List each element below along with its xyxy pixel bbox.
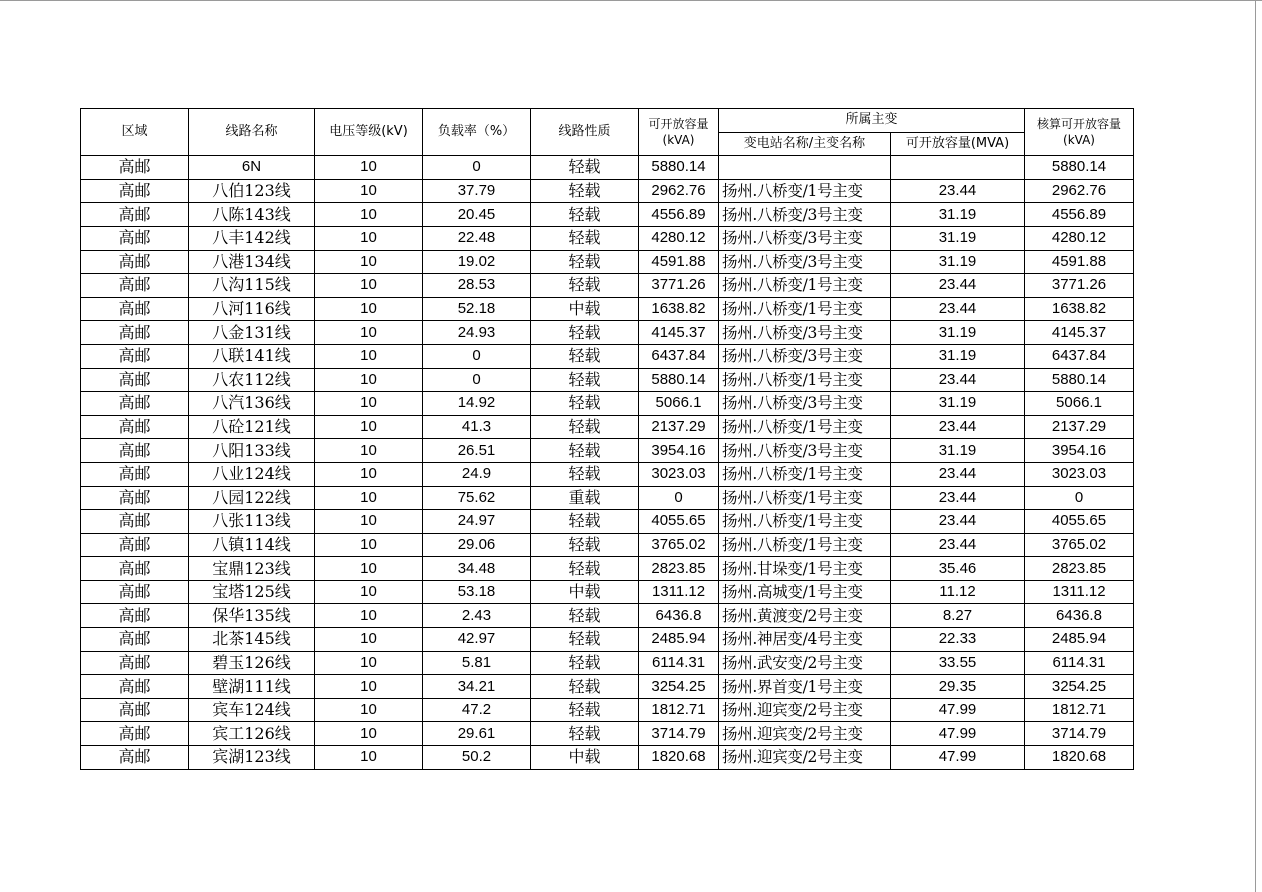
header-voltage: 电压等级(kV) [315,109,423,156]
cell-transformer-capacity: 35.46 [891,557,1025,581]
cell-calc-capacity: 1311.12 [1025,580,1134,604]
cell-region: 高邮 [81,604,189,628]
cell-substation: 扬州.八桥变/1号主变 [719,368,891,392]
cell-calc-capacity: 4055.65 [1025,510,1134,534]
cell-voltage: 10 [315,557,423,581]
cell-load-rate: 53.18 [423,580,531,604]
cell-calc-capacity: 5880.14 [1025,368,1134,392]
cell-region: 高邮 [81,486,189,510]
header-line-name: 线路名称 [189,109,315,156]
cell-line-name: 宝塔125线 [189,580,315,604]
cell-line-name: 北茶145线 [189,628,315,652]
cell-load-rate: 42.97 [423,628,531,652]
cell-voltage: 10 [315,321,423,345]
table-row [81,203,1134,227]
cell-voltage: 10 [315,675,423,699]
table-row [81,510,1134,534]
cell-calc-capacity: 3771.26 [1025,274,1134,298]
cell-load-rate: 0 [423,368,531,392]
cell-line-type: 轻载 [531,533,639,557]
cell-line-type: 重载 [531,486,639,510]
cell-calc-capacity: 1820.68 [1025,746,1134,770]
table-row [81,274,1134,298]
cell-voltage: 10 [315,156,423,180]
cell-voltage: 10 [315,604,423,628]
cell-line-type: 轻载 [531,510,639,534]
cell-transformer-capacity: 23.44 [891,486,1025,510]
cell-line-name: 宾工126线 [189,722,315,746]
cell-load-rate: 29.06 [423,533,531,557]
cell-transformer-capacity: 31.19 [891,392,1025,416]
cell-load-rate: 0 [423,156,531,180]
table-row [81,486,1134,510]
table-row [81,462,1134,486]
cell-open-capacity: 6114.31 [639,651,719,675]
cell-calc-capacity: 1812.71 [1025,698,1134,722]
table-row [81,250,1134,274]
cell-line-name: 碧玉126线 [189,651,315,675]
cell-region: 高邮 [81,250,189,274]
cell-substation: 扬州.迎宾变/2号主变 [719,698,891,722]
cell-calc-capacity: 6437.84 [1025,344,1134,368]
cell-line-name: 八农112线 [189,368,315,392]
cell-transformer-capacity: 23.44 [891,368,1025,392]
cell-load-rate: 24.97 [423,510,531,534]
cell-region: 高邮 [81,274,189,298]
cell-voltage: 10 [315,628,423,652]
cell-calc-capacity: 4591.88 [1025,250,1134,274]
cell-transformer-capacity: 31.19 [891,439,1025,463]
cell-voltage: 10 [315,486,423,510]
page-top-border [0,0,1262,1]
cell-open-capacity: 3023.03 [639,462,719,486]
cell-substation: 扬州.八桥变/1号主变 [719,297,891,321]
cell-calc-capacity: 5880.14 [1025,156,1134,180]
cell-line-name: 八阳133线 [189,439,315,463]
cell-line-name: 八港134线 [189,250,315,274]
cell-line-name: 壁湖111线 [189,675,315,699]
cell-transformer-capacity: 23.44 [891,274,1025,298]
cell-calc-capacity: 4145.37 [1025,321,1134,345]
cell-transformer-capacity: 23.44 [891,179,1025,203]
header-substation: 变电站名称/主变名称 [719,132,891,156]
cell-voltage: 10 [315,651,423,675]
header-region: 区域 [81,109,189,156]
cell-load-rate: 50.2 [423,746,531,770]
cell-voltage: 10 [315,344,423,368]
cell-calc-capacity: 2823.85 [1025,557,1134,581]
cell-substation: 扬州.迎宾变/2号主变 [719,722,891,746]
cell-open-capacity: 4591.88 [639,250,719,274]
cell-voltage: 10 [315,415,423,439]
header-transformer-capacity: 可开放容量(MVA) [891,132,1025,156]
cell-region: 高邮 [81,675,189,699]
cell-line-type: 中载 [531,580,639,604]
cell-region: 高邮 [81,746,189,770]
cell-line-name: 八联141线 [189,344,315,368]
cell-substation: 扬州.八桥变/3号主变 [719,226,891,250]
cell-transformer-capacity: 33.55 [891,651,1025,675]
table-row [81,533,1134,557]
cell-transformer-capacity: 23.44 [891,533,1025,557]
cell-open-capacity: 0 [639,486,719,510]
cell-line-type: 轻载 [531,557,639,581]
table-row [81,698,1134,722]
cell-region: 高邮 [81,203,189,227]
cell-open-capacity: 4055.65 [639,510,719,534]
cell-region: 高邮 [81,392,189,416]
table-body [81,156,1134,769]
cell-substation: 扬州.八桥变/3号主变 [719,203,891,227]
cell-region: 高邮 [81,510,189,534]
header-row-1 [81,109,1134,133]
cell-transformer-capacity: 23.44 [891,297,1025,321]
table-row [81,746,1134,770]
cell-calc-capacity: 3954.16 [1025,439,1134,463]
header-calc-capacity: 核算可开放容量(kVA) [1025,109,1134,156]
cell-line-name: 6N [189,156,315,180]
cell-load-rate: 29.61 [423,722,531,746]
cell-open-capacity: 1820.68 [639,746,719,770]
table-row [81,321,1134,345]
cell-substation [719,156,891,180]
cell-substation: 扬州.黄渡变/2号主变 [719,604,891,628]
cell-open-capacity: 2962.76 [639,179,719,203]
cell-voltage: 10 [315,698,423,722]
cell-calc-capacity: 0 [1025,486,1134,510]
cell-substation: 扬州.八桥变/3号主变 [719,392,891,416]
cell-transformer-capacity: 23.44 [891,415,1025,439]
cell-calc-capacity: 2137.29 [1025,415,1134,439]
cell-calc-capacity: 6436.8 [1025,604,1134,628]
cell-load-rate: 75.62 [423,486,531,510]
cell-open-capacity: 1311.12 [639,580,719,604]
cell-calc-capacity: 3254.25 [1025,675,1134,699]
cell-region: 高邮 [81,368,189,392]
cell-transformer-capacity: 23.44 [891,462,1025,486]
header-load-rate: 负载率（%） [423,109,531,156]
cell-substation: 扬州.甘垛变/1号主变 [719,557,891,581]
header-line-type: 线路性质 [531,109,639,156]
cell-transformer-capacity: 31.19 [891,250,1025,274]
cell-line-name: 八园122线 [189,486,315,510]
cell-line-name: 八金131线 [189,321,315,345]
table-row [81,392,1134,416]
cell-line-type: 轻载 [531,698,639,722]
table-row [81,580,1134,604]
cell-line-name: 八张113线 [189,510,315,534]
cell-line-type: 轻载 [531,604,639,628]
cell-line-type: 中载 [531,746,639,770]
cell-line-name: 八业124线 [189,462,315,486]
cell-line-name: 八砼121线 [189,415,315,439]
cell-open-capacity: 1812.71 [639,698,719,722]
cell-line-type: 轻载 [531,203,639,227]
cell-calc-capacity: 2962.76 [1025,179,1134,203]
cell-open-capacity: 6437.84 [639,344,719,368]
cell-load-rate: 24.9 [423,462,531,486]
cell-voltage: 10 [315,203,423,227]
cell-calc-capacity: 3023.03 [1025,462,1134,486]
cell-load-rate: 2.43 [423,604,531,628]
cell-line-name: 八汽136线 [189,392,315,416]
cell-voltage: 10 [315,274,423,298]
cell-substation: 扬州.武安变/2号主变 [719,651,891,675]
cell-load-rate: 5.81 [423,651,531,675]
cell-open-capacity: 3954.16 [639,439,719,463]
cell-region: 高邮 [81,297,189,321]
cell-region: 高邮 [81,628,189,652]
cell-load-rate: 41.3 [423,415,531,439]
cell-transformer-capacity: 22.33 [891,628,1025,652]
cell-transformer-capacity: 8.27 [891,604,1025,628]
cell-voltage: 10 [315,250,423,274]
cell-voltage: 10 [315,439,423,463]
cell-load-rate: 47.2 [423,698,531,722]
table-row [81,439,1134,463]
cell-voltage: 10 [315,226,423,250]
cell-open-capacity: 3254.25 [639,675,719,699]
cell-load-rate: 37.79 [423,179,531,203]
cell-region: 高邮 [81,722,189,746]
cell-line-type: 轻载 [531,321,639,345]
cell-line-type: 轻载 [531,250,639,274]
cell-load-rate: 34.21 [423,675,531,699]
table-row [81,156,1134,180]
cell-load-rate: 19.02 [423,250,531,274]
cell-transformer-capacity: 29.35 [891,675,1025,699]
cell-open-capacity: 4280.12 [639,226,719,250]
table-row [81,557,1134,581]
cell-line-type: 轻载 [531,392,639,416]
cell-line-name: 八陈143线 [189,203,315,227]
cell-line-name: 宾车124线 [189,698,315,722]
cell-line-type: 轻载 [531,651,639,675]
cell-line-name: 八丰142线 [189,226,315,250]
cell-load-rate: 26.51 [423,439,531,463]
cell-line-type: 轻载 [531,439,639,463]
cell-line-type: 轻载 [531,344,639,368]
table-row [81,651,1134,675]
cell-substation: 扬州.高城变/1号主变 [719,580,891,604]
cell-open-capacity: 5880.14 [639,368,719,392]
cell-region: 高邮 [81,462,189,486]
cell-voltage: 10 [315,580,423,604]
cell-substation: 扬州.八桥变/1号主变 [719,462,891,486]
cell-open-capacity: 3765.02 [639,533,719,557]
cell-load-rate: 28.53 [423,274,531,298]
cell-line-type: 轻载 [531,179,639,203]
cell-substation: 扬州.界首变/1号主变 [719,675,891,699]
cell-calc-capacity: 2485.94 [1025,628,1134,652]
cell-line-type: 轻载 [531,274,639,298]
cell-voltage: 10 [315,510,423,534]
cell-calc-capacity: 1638.82 [1025,297,1134,321]
cell-transformer-capacity: 23.44 [891,510,1025,534]
cell-region: 高邮 [81,344,189,368]
cell-substation: 扬州.八桥变/1号主变 [719,533,891,557]
cell-substation: 扬州.八桥变/3号主变 [719,344,891,368]
cell-calc-capacity: 3765.02 [1025,533,1134,557]
cell-line-name: 八镇114线 [189,533,315,557]
cell-calc-capacity: 6114.31 [1025,651,1134,675]
table-row [81,297,1134,321]
table-row [81,675,1134,699]
table-row [81,722,1134,746]
cell-open-capacity: 1638.82 [639,297,719,321]
cell-region: 高邮 [81,439,189,463]
cell-open-capacity: 5066.1 [639,392,719,416]
cell-line-name: 八伯123线 [189,179,315,203]
header-main-transformer: 所属主变 [719,109,1025,133]
table-row [81,344,1134,368]
cell-transformer-capacity: 11.12 [891,580,1025,604]
cell-region: 高邮 [81,557,189,581]
cell-voltage: 10 [315,392,423,416]
cell-transformer-capacity: 47.99 [891,722,1025,746]
table-row [81,368,1134,392]
cell-open-capacity: 5880.14 [639,156,719,180]
table-row [81,604,1134,628]
cell-open-capacity: 3771.26 [639,274,719,298]
cell-line-name: 八河116线 [189,297,315,321]
cell-transformer-capacity: 31.19 [891,321,1025,345]
cell-line-type: 轻载 [531,628,639,652]
cell-voltage: 10 [315,533,423,557]
cell-line-name: 宝鼎123线 [189,557,315,581]
cell-substation: 扬州.八桥变/3号主变 [719,250,891,274]
cell-substation: 扬州.迎宾变/2号主变 [719,746,891,770]
cell-load-rate: 0 [423,344,531,368]
cell-line-type: 轻载 [531,226,639,250]
cell-open-capacity: 2137.29 [639,415,719,439]
cell-region: 高邮 [81,651,189,675]
cell-line-type: 轻载 [531,675,639,699]
table-row [81,179,1134,203]
cell-voltage: 10 [315,179,423,203]
cell-region: 高邮 [81,698,189,722]
cell-load-rate: 14.92 [423,392,531,416]
cell-open-capacity: 4556.89 [639,203,719,227]
cell-open-capacity: 6436.8 [639,604,719,628]
cell-region: 高邮 [81,321,189,345]
header-open-capacity: 可开放容量(kVA) [639,109,719,156]
cell-load-rate: 20.45 [423,203,531,227]
cell-substation: 扬州.神居变/4号主变 [719,628,891,652]
cell-voltage: 10 [315,722,423,746]
table-row [81,415,1134,439]
cell-line-type: 轻载 [531,415,639,439]
cell-substation: 扬州.八桥变/1号主变 [719,486,891,510]
cell-load-rate: 52.18 [423,297,531,321]
cell-voltage: 10 [315,462,423,486]
cell-load-rate: 24.93 [423,321,531,345]
cell-transformer-capacity: 47.99 [891,698,1025,722]
cell-line-type: 轻载 [531,368,639,392]
cell-substation: 扬州.八桥变/1号主变 [719,179,891,203]
cell-substation: 扬州.八桥变/3号主变 [719,439,891,463]
cell-line-type: 轻载 [531,156,639,180]
cell-load-rate: 34.48 [423,557,531,581]
page-right-border [1255,0,1256,892]
cell-region: 高邮 [81,156,189,180]
capacity-table [80,108,1134,770]
cell-substation: 扬州.八桥变/1号主变 [719,274,891,298]
cell-calc-capacity: 4556.89 [1025,203,1134,227]
cell-region: 高邮 [81,179,189,203]
cell-transformer-capacity: 31.19 [891,344,1025,368]
cell-calc-capacity: 4280.12 [1025,226,1134,250]
cell-region: 高邮 [81,415,189,439]
cell-transformer-capacity: 31.19 [891,226,1025,250]
cell-calc-capacity: 5066.1 [1025,392,1134,416]
cell-voltage: 10 [315,297,423,321]
cell-line-type: 中载 [531,297,639,321]
cell-transformer-capacity: 31.19 [891,203,1025,227]
cell-open-capacity: 2823.85 [639,557,719,581]
cell-transformer-capacity: 47.99 [891,746,1025,770]
cell-substation: 扬州.八桥变/3号主变 [719,321,891,345]
cell-line-type: 轻载 [531,462,639,486]
cell-line-name: 八沟115线 [189,274,315,298]
cell-line-type: 轻载 [531,722,639,746]
cell-region: 高邮 [81,226,189,250]
cell-line-name: 宾湖123线 [189,746,315,770]
cell-substation: 扬州.八桥变/1号主变 [719,415,891,439]
cell-open-capacity: 4145.37 [639,321,719,345]
cell-open-capacity: 2485.94 [639,628,719,652]
cell-voltage: 10 [315,368,423,392]
cell-calc-capacity: 3714.79 [1025,722,1134,746]
cell-region: 高邮 [81,533,189,557]
table-row [81,628,1134,652]
cell-region: 高邮 [81,580,189,604]
cell-voltage: 10 [315,746,423,770]
cell-load-rate: 22.48 [423,226,531,250]
table-row [81,226,1134,250]
cell-substation: 扬州.八桥变/1号主变 [719,510,891,534]
cell-transformer-capacity [891,156,1025,180]
cell-line-name: 保华135线 [189,604,315,628]
cell-open-capacity: 3714.79 [639,722,719,746]
